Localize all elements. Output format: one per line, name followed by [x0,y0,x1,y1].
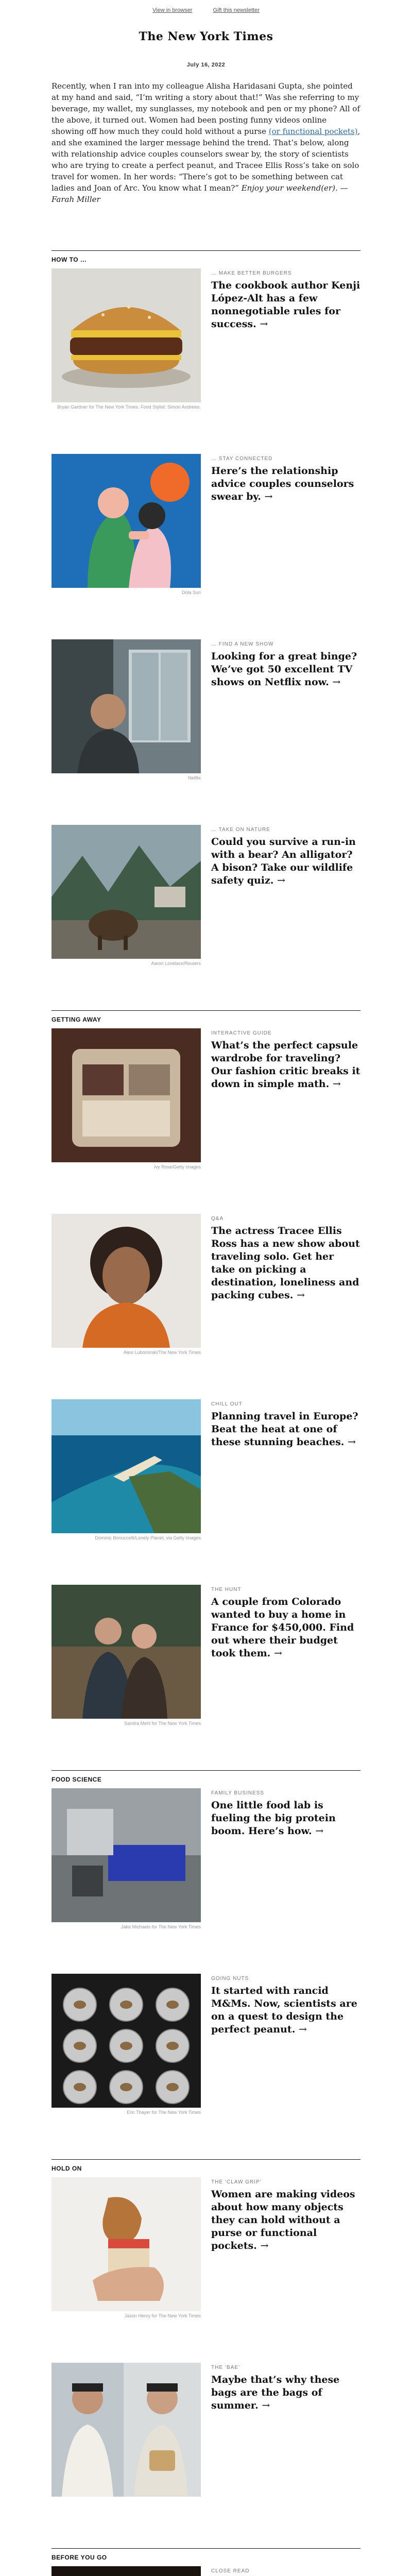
image-credit: Dominic Bonuccelli/Lonely Planet, via Getty Images [95,1535,201,1540]
story-headline[interactable] [211,836,360,887]
burger-image[interactable] [52,268,201,402]
image-credit: Sandra Mehl for The New York Times [124,1721,201,1726]
summer-bags-image[interactable] [52,2363,201,2497]
story-kicker: CLOSE READ [211,2568,250,2574]
headline-text[interactable]: Maybe that’s why these bags are the bags of summer. [211,2374,340,2411]
image-credit: Ivy Rose/Getty Images [153,1164,201,1170]
view-in-browser-link[interactable]: View in browser [152,7,193,13]
story-card[interactable] [52,825,360,1010]
section-title: HOLD ON [52,2159,360,2177]
story-kicker: … FIND A NEW SHOW [211,641,274,647]
story-card[interactable] [52,1214,360,1399]
story-kicker: … TAKE ON NATURE [211,827,270,833]
section-title: BEFORE YOU GO [52,2548,360,2566]
section-hold-on [52,2159,360,2548]
image-credit: Netflix [187,775,201,781]
arrow-icon: → [273,1648,282,1659]
arrow-icon: → [315,1825,324,1837]
story-kicker: THE ‘CLAW GRIP’ [211,2179,262,2185]
arrow-icon: → [264,491,273,502]
story-card[interactable] [52,2566,360,2576]
section-title: HOW TO … [52,250,360,268]
arrow-icon: → [260,318,268,330]
story-card[interactable] [52,1028,360,1214]
arrow-icon: → [332,1078,341,1090]
story-headline[interactable] [211,279,360,331]
story-card[interactable] [52,1974,360,2159]
story-card[interactable] [52,2177,360,2363]
story-headline[interactable] [211,1985,360,2036]
image-credit: Dola Sun [181,590,201,595]
story-card[interactable] [52,1399,360,1585]
story-headline[interactable] [211,1225,360,1302]
story-card[interactable] [52,454,360,639]
peanuts-image[interactable] [52,1974,201,2108]
image-credit: Jake Michaels for The New York Times [121,1924,201,1929]
intro-byline: — Farah Miller [52,183,348,204]
masthead [52,21,360,66]
story-card[interactable] [52,268,360,454]
couple-house-image[interactable] [52,1585,201,1719]
story-kicker: FAMILY BUSINESS [211,1790,264,1796]
headline-text[interactable]: Here’s the relationship advice couples counselors swear by. [211,465,354,502]
image-credit: Jason Henry for The New York Times [124,2313,201,2318]
arrow-icon: → [348,1436,356,1448]
headline-text[interactable]: A couple from Colorado wanted to buy a home in France for $450,000. Find out where their budget took them. [211,1596,354,1659]
story-headline[interactable] [211,1799,360,1838]
couple-illustration[interactable] [52,454,201,588]
story-card[interactable] [52,1788,360,1974]
intro-part-2: , and she examined the larger message behind the trend. That’s below, along with relationship advice couples counselors swear by, the story of scientists who are trying to create a perfect peanut, and Tracee Ellis Ross’s take on solo travel for women. In her words: “There’s got to be something between cat ladies and Joan of Arc. You know what I mean?” [52,127,360,193]
headline-text[interactable]: The cookbook author Kenji López-Alt has a few nonnegotiable rules for success. [211,280,360,330]
section-title: FOOD SCIENCE [52,1770,360,1788]
nyt-logo[interactable]: The New York Times [139,30,273,43]
image-credit: Bryan Gardner for The New York Times. Food Stylist: Simon Andrews. [57,404,201,410]
headline-text[interactable]: Planning travel in Europe? Beat the heat at one of these stunning beaches. [211,1411,358,1448]
intro-part-1: Recently, when I ran into my colleague Alisha Haridasani Gupta, she pointed at my hand and said, “I’m writing a story about that!” Was she referring to my beverage, my wallet, my sunglasses, my notebook and pen or my phone? All of the above, it turned out. Women had been posting funny videos online showing off how much they could hold without a purse [52,81,360,136]
story-card[interactable] [52,639,360,825]
story-headline[interactable] [211,650,360,689]
story-headline[interactable] [211,2188,360,2252]
story-kicker: … MAKE BETTER BURGERS [211,270,292,276]
intro-enjoy: Enjoy your weekend(er). [241,183,338,193]
headline-text[interactable]: It started with rancid M&Ms. Now, scientists are on a quest to design the perfect peanut. [211,1985,357,2035]
section-title: GETTING AWAY [52,1010,360,1028]
arrow-icon: → [277,875,285,886]
story-kicker: GOING NUTS [211,1976,249,1981]
tv-show-image[interactable] [52,639,201,773]
packed-bag-image[interactable] [52,1028,201,1162]
headline-text[interactable]: One little food lab is fueling the big protein boom. Here’s how. [211,1800,336,1837]
headline-text[interactable]: Could you survive a run-in with a bear? An alligator? A bison? Take our wildlife safety quiz. [211,836,356,886]
image-credit: Alexi Lubomirski/The New York Times [123,1350,201,1355]
arrow-icon: → [260,2240,269,2251]
arrow-icon: → [262,2400,270,2411]
story-headline[interactable] [211,465,360,503]
tracee-portrait[interactable] [52,1214,201,1348]
section-food-science [52,1770,360,2159]
story-kicker: … STAY CONNECTED [211,456,273,462]
story-kicker: Q&A [211,1216,224,1222]
arrow-icon: → [296,1290,305,1301]
headline-text[interactable]: Women are making videos about how many objects they can hold without a purse or functional pockets. [211,2189,355,2251]
image-credit: Eric Thayer for The New York Times [127,2110,201,2115]
story-card[interactable] [52,2363,360,2548]
poem-illustration[interactable] [52,2566,201,2576]
newsletter [52,0,360,2576]
story-kicker: INTERACTIVE GUIDE [211,1030,272,1036]
bison-image[interactable] [52,825,201,959]
story-headline[interactable] [211,1410,360,1449]
section-before-you-go [52,2548,360,2576]
arrow-icon: → [298,2024,307,2035]
story-kicker: CHILL OUT [211,1401,243,1407]
functional-pockets-link[interactable]: (or functional pockets) [268,127,358,136]
arrow-icon: → [332,676,341,688]
headline-text[interactable]: The actress Tracee Ellis Ross has a new show about traveling solo. Get her take on picking a destination, loneliness and packing cubes. [211,1225,360,1301]
beach-image[interactable] [52,1399,201,1533]
story-headline[interactable] [211,1039,360,1091]
story-kicker: THE HUNT [211,1587,242,1592]
story-headline[interactable] [211,1596,360,1660]
image-credit: Aaron Lovelace/Reuters [151,961,201,966]
story-kicker: THE ‘BAE’ [211,2365,241,2370]
story-headline[interactable] [211,2374,360,2412]
headline-text[interactable]: Looking for a great binge? We’ve got 50 excellent TV shows on Netflix now. [211,651,357,688]
food-lab-image[interactable] [52,1788,201,1922]
claw-grip-image[interactable] [52,2177,201,2311]
top-nav [52,0,360,21]
story-card[interactable] [52,1585,360,1770]
gift-link[interactable]: Gift this newsletter [213,7,260,13]
headline-text[interactable]: What’s the perfect capsule wardrobe for traveling? Our fashion critic breaks it down in simple math. [211,1040,360,1090]
issue-date: July 16, 2022 [186,62,226,68]
section-getting-away [52,1010,360,1770]
intro-text [52,80,360,250]
section-how-to [52,250,360,1010]
